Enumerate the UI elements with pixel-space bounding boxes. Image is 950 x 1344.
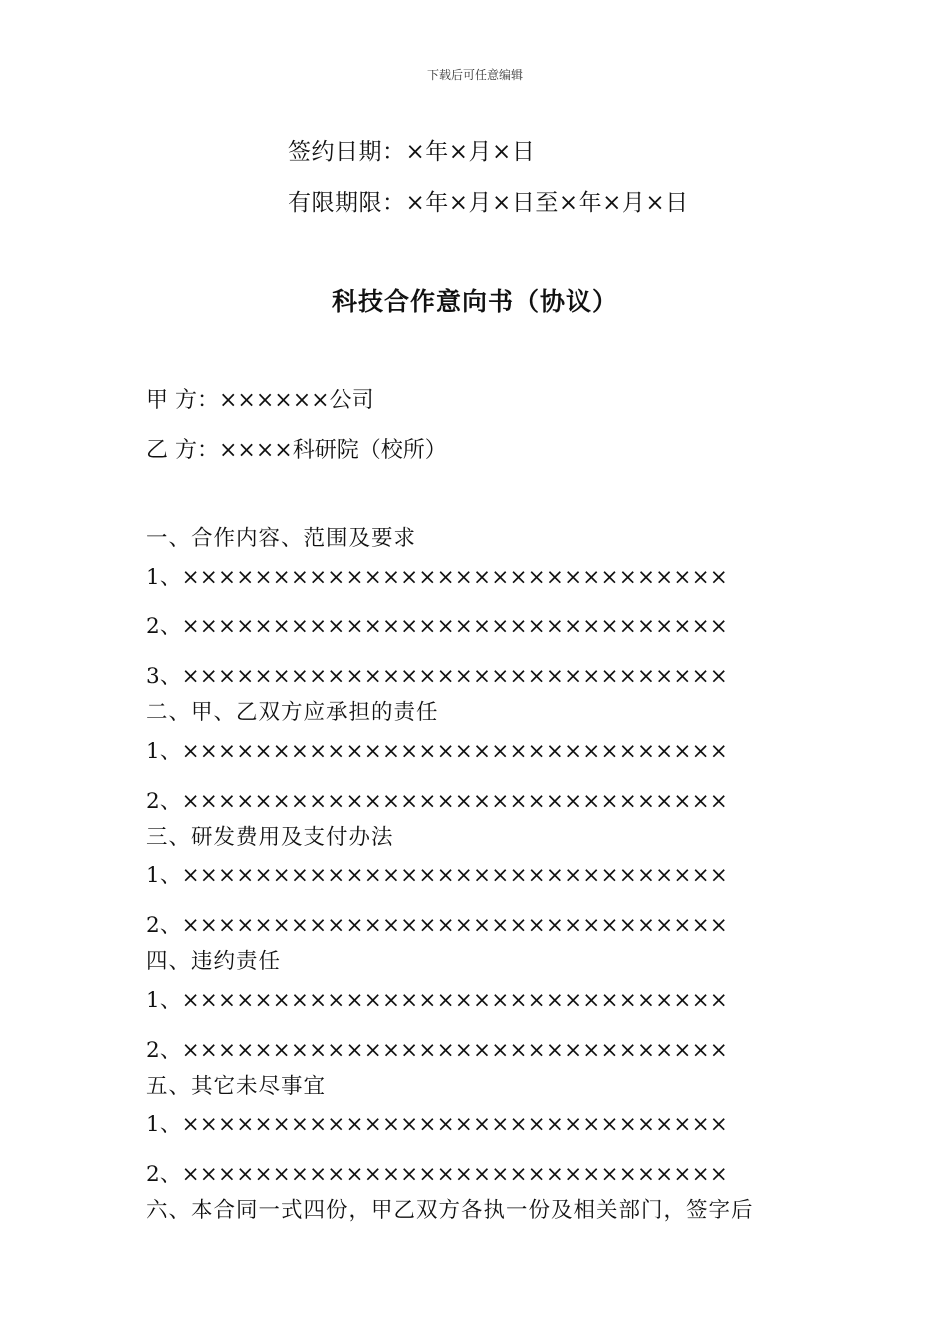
clause-line: 1、×××××××××××××××××××××××××××××× bbox=[146, 739, 729, 764]
party-b: 乙 方：××××科研院（校所） bbox=[146, 438, 447, 463]
clause-line: 3、×××××××××××××××××××××××××××××× bbox=[146, 664, 729, 689]
clause-line: 2、×××××××××××××××××××××××××××××× bbox=[146, 614, 729, 639]
clause-line: 1、×××××××××××××××××××××××××××××× bbox=[146, 863, 729, 888]
sign-date: 签约日期：×年×月×日 bbox=[288, 139, 536, 165]
document-title: 科技合作意向书（协议） bbox=[331, 287, 618, 316]
header-note: 下载后可任意编辑 bbox=[426, 68, 523, 82]
clause-line: 1、×××××××××××××××××××××××××××××× bbox=[146, 988, 729, 1013]
section-heading: 三、研发费用及支付办法 bbox=[146, 825, 394, 850]
section-heading: 四、违约责任 bbox=[146, 949, 282, 974]
party-a: 甲 方：××××××公司 bbox=[146, 388, 374, 413]
section-heading: 五、其它未尽事宜 bbox=[146, 1074, 327, 1099]
valid-period: 有限期限：×年×月×日至×年×月×日 bbox=[288, 190, 689, 216]
clause-line: 2、×××××××××××××××××××××××××××××× bbox=[146, 913, 729, 938]
clause-line: 2、×××××××××××××××××××××××××××××× bbox=[146, 1038, 729, 1063]
clause-line: 2、×××××××××××××××××××××××××××××× bbox=[146, 1162, 729, 1187]
section-heading: 一、合作内容、范围及要求 bbox=[146, 526, 417, 551]
clause-line: 1、×××××××××××××××××××××××××××××× bbox=[146, 565, 729, 590]
section-heading: 六、本合同一式四份，甲乙双方各执一份及相关部门，签字后 bbox=[146, 1198, 754, 1223]
section-heading: 二、甲、乙双方应承担的责任 bbox=[146, 700, 439, 725]
clause-line: 1、×××××××××××××××××××××××××××××× bbox=[146, 1112, 729, 1137]
clause-line: 2、×××××××××××××××××××××××××××××× bbox=[146, 789, 729, 814]
